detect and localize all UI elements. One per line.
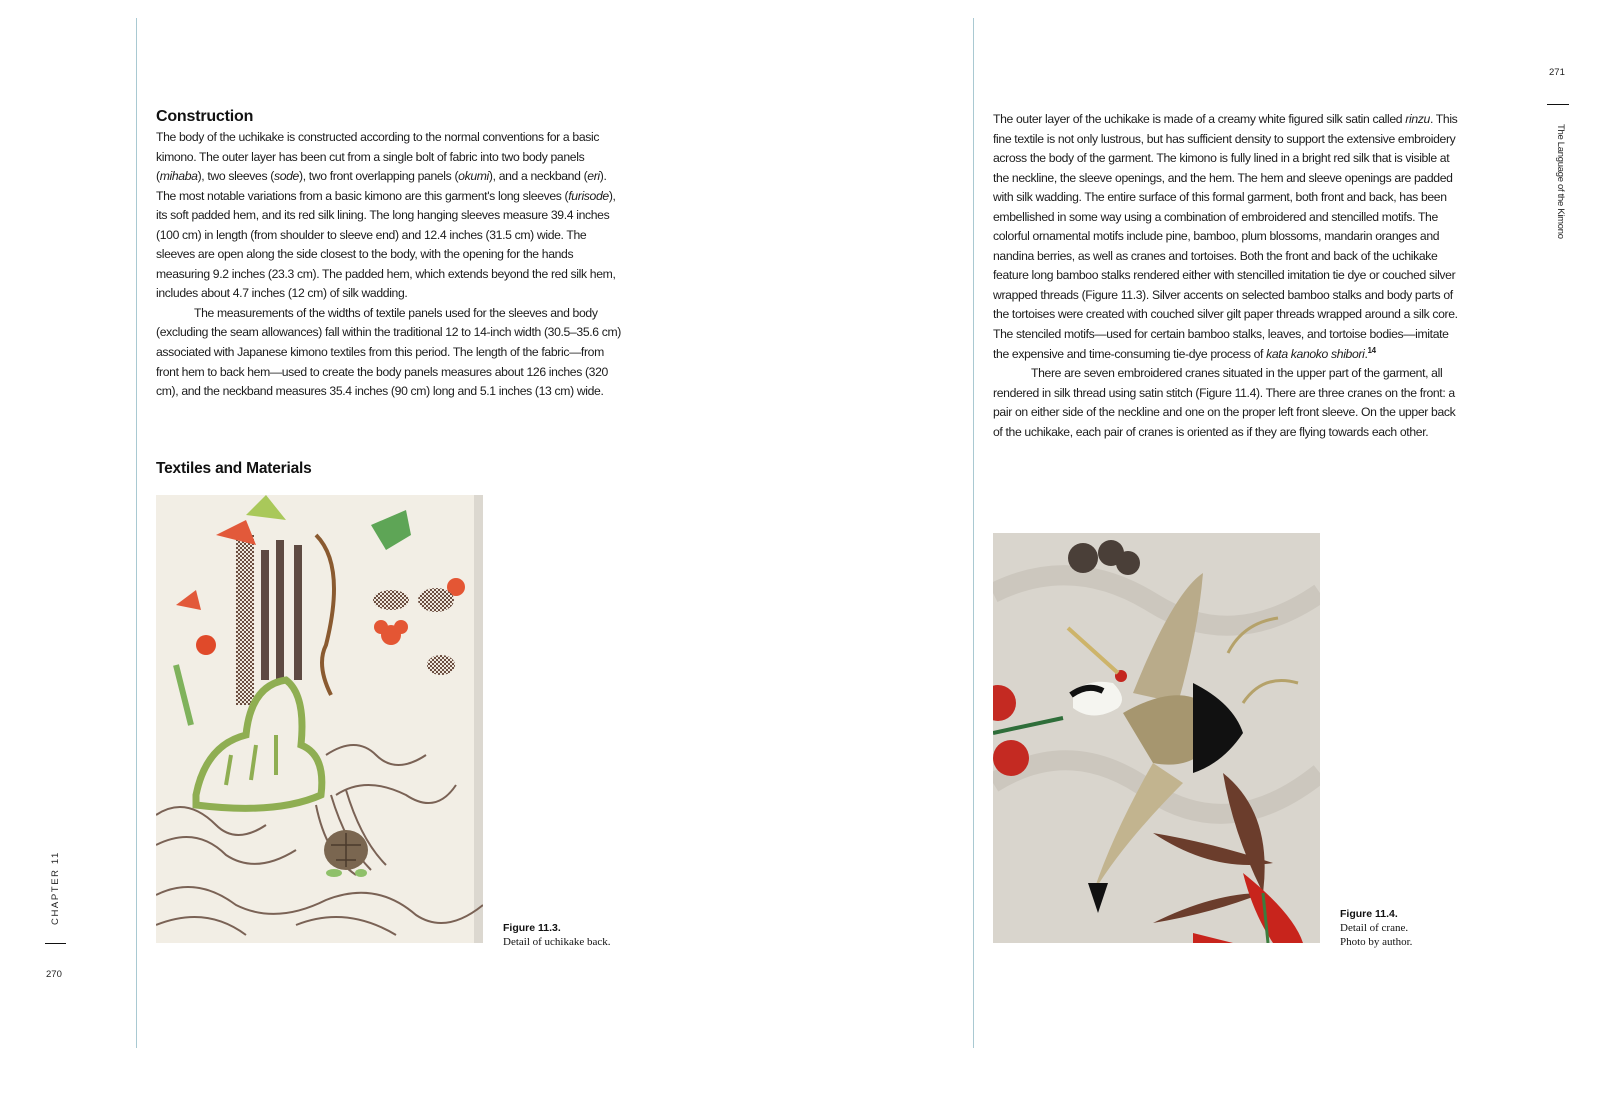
figure-label: Figure 11.4. xyxy=(1340,908,1398,920)
figure-caption-text: Detail of uchikake back. xyxy=(503,936,611,948)
figure-11-4-image xyxy=(993,533,1320,943)
figure-11-3-caption xyxy=(503,921,611,949)
paragraph: There are seven embroidered cranes situated in the upper part of the garment, all rendered in silk thread using satin stitch (Figure 11.4). There are three cranes on the front: a pair on either side of the neckline and one on the proper left front sleeve. On the upper back of the uchikake, each pair of cranes is oriented as if they are flying towards each other. xyxy=(993,366,1456,439)
figure-11-3-image xyxy=(156,495,483,943)
right-body-text xyxy=(993,110,1463,442)
right-page-margin-line xyxy=(973,18,974,1048)
left-page-margin-line xyxy=(136,18,137,1048)
paragraph: The measurements of the widths of textile panels used for the sleeves and body (excluding the seam allowances) fall within the traditional 12 to 14-inch width (30.5–35.6 cm) associated with Japanese kimono textiles from this period. The length of the fabric—from front hem to back hem—used to create the body panels measures about 126 inches (320 cm), and the neckband measures 35.4 inches (90 cm) long and 5.1 inches (13 cm) wide. xyxy=(156,305,622,399)
running-head-rule xyxy=(1547,104,1569,105)
crane-embroidery-image xyxy=(993,533,1320,943)
running-head-title: The Language of the Kimono xyxy=(1555,124,1566,239)
section-heading-textiles: Textiles and Materials xyxy=(156,460,312,477)
paragraph: The outer layer of the uchikake is made of a creamy white figured silk satin called rinzu. This fine textile is not only lustrous, but has sufficient density to support the extensive embroidery across the body of the garment. The kimono is fully lined in a bright red silk that is visible at the neckline, the sleeve openings, and the hem. The hem and sleeve openings are padded with silk wadding. The entire surface of this formal garment, both front and back, has been embellished in some way using a combination of embroidered and stencilled motifs. The colorful ornamental motifs include pine, bamboo, plum blossoms, mandarin oranges and nandina berries, as well as cranes and tortoises. Both the front and back of the uchikake feature long bamboo stalks rendered either with stencilled imitation tie dye or couched silver wrapped threads (Figure 11.3). Silver accents on selected bamboo stalks and body parts of the tortoises were created with couched silver gilt paper threads wrapped around a silk core. The stenciled motifs—used for certain bamboo stalks, leaves, and tortoise bodies—imitate the expensive and time-consuming tie-dye process of kata kanoko shibori.$^{14}$ xyxy=(993,112,1458,361)
figure-label: Figure 11.3. xyxy=(503,922,561,934)
paragraph: The body of the uchikake is constructed according to the normal conventions for a basic kimono. The outer layer has been cut from a single bolt of fabric into two body panels (mihaba), two sleeves (sode), two front overlapping panels (okumi), and a neckband (eri). The most notable variations from a basic kimono are this garment's long sleeves (furisode), its soft padded hem, and its red silk lining. The long hanging sleeves measure 39.4 inches (100 cm) in length (from shoulder to sleeve end) and 12.4 inches (31.5 cm) wide. The sleeves are open along the side closest to the body, with the opening for the hands measuring 9.2 inches (23.3 cm). The padded hem, which extends beyond the red silk hem, includes about 4.7 inches (12 cm) of silk wadding. xyxy=(156,130,616,301)
figure-11-4-caption xyxy=(1340,907,1412,949)
running-head-chapter: CHAPTER 11 xyxy=(50,851,61,925)
page-number-right: 271 xyxy=(1549,67,1565,78)
construction-body-text xyxy=(156,128,624,402)
figure-caption-line-1: Detail of crane. xyxy=(1340,922,1409,934)
running-head-rule xyxy=(45,943,66,944)
section-heading-construction: Construction xyxy=(156,108,254,125)
figure-caption-line-2: Photo by author. xyxy=(1340,936,1413,948)
page-number-left: 270 xyxy=(46,969,62,980)
embroidery-image xyxy=(156,495,483,943)
